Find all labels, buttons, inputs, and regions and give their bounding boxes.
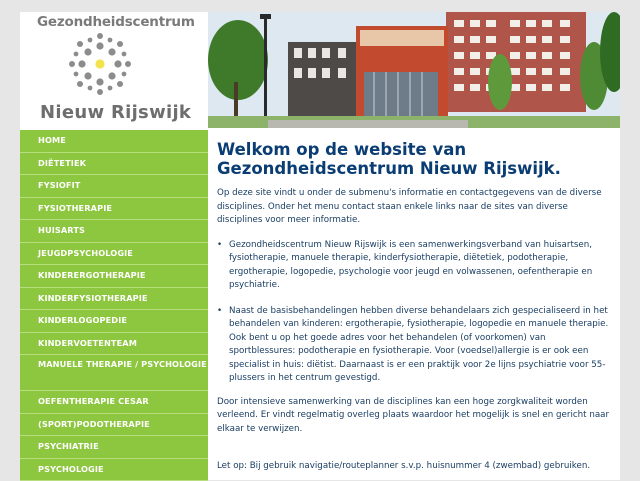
nav-item-psychiatrie[interactable]: PSYCHIATRIE [20, 436, 208, 459]
info-list [217, 239, 610, 386]
logo-text-top: Gezondheidscentrum [37, 14, 195, 30]
nav-item-sport-podotherapie[interactable]: (SPORT)PODOTHERAPIE [20, 414, 208, 437]
bullet-icon: • [217, 239, 222, 253]
closing-paragraph: Door intensieve samenwerking van de disciplines kan een hoge zorgkwaliteit worden verleend. Er vindt regelmatig overleg plaats waardoor het mogelijk is snel en gericht naar elkaar te verwijzen. [217, 396, 610, 437]
sidebar-nav [20, 130, 208, 480]
logo-text-bottom: Nieuw Rijswijk [40, 102, 191, 123]
nav-item-kindervoetenteam[interactable]: KINDERVOETENTEAM [20, 333, 208, 356]
list-item-text: Gezondheidscentrum Nieuw Rijswijk is een samenwerkingsverband van huisartsen, fysiotherapie, manuele therapie, kinderfysiotherapie, diëtetiek, podotherapie, ergotherapie, logopedie, psychologie voor jeugd en volwassenen, oefentherapie en psychiatrie. [229, 240, 592, 291]
bullet-icon: • [217, 305, 222, 319]
nav-item-dietetiek[interactable]: DIËTETIEK [20, 153, 208, 176]
logo[interactable] [20, 12, 208, 130]
page-container [20, 12, 620, 480]
building-photo [208, 12, 620, 128]
intro-paragraph: Op deze site vindt u onder de submenu's informatie en contactgegevens van de diverse disciplines. Onder het menu contact staan enkele links naar de sites van diverse disciplines voor meer informatie. [217, 187, 610, 228]
nav-item-kinderfysiotherapie[interactable]: KINDERFYSIOTHERAPIE [20, 288, 208, 311]
nav-item-huisarts[interactable]: HUISARTS [20, 220, 208, 243]
logo-flower-icon [68, 32, 132, 96]
main-content [217, 140, 610, 474]
nav-item-psychologie[interactable]: PSYCHOLOGIE [20, 459, 208, 481]
nav-item-jeugdpsychologie[interactable]: JEUGDPSYCHOLOGIE [20, 243, 208, 266]
nav-item-kinderergotherapie[interactable]: KINDERERGOTHERAPIE [20, 265, 208, 288]
nav-item-fysiotherapie[interactable]: FYSIOTHERAPIE [20, 198, 208, 221]
nav-item-oefentherapie-cesar[interactable]: OEFENTHERAPIE CESAR [20, 391, 208, 414]
nav-item-fysiofit[interactable]: FYSIOFIT [20, 175, 208, 198]
navigation-note: Let op: Bij gebruik navigatie/routeplanner s.v.p. huisnummer 4 (zwembad) gebruiken. [217, 460, 610, 474]
list-item [217, 239, 610, 293]
nav-item-manuele-therapie-psychologie[interactable]: MANUELE THERAPIE / PSYCHOLOGIE [20, 355, 208, 391]
nav-item-kinderlogopedie[interactable]: KINDERLOGOPEDIE [20, 310, 208, 333]
list-item-text: Naast de basisbehandelingen hebben diverse behandelaars zich gespecialiseerd in het behandelen van kinderen: ergotherapie, fysiotherapie, logopedie en manuele therapie. Ook bent u op het goede adres voor het behandelen (of voorkomen) van sportblessures: podotherapie en fysiotherapie. Voor (voedsel)allergie is er ook een specialist in huis: diëtist. Daarnaast is er een praktijk voor 2e lijns psychiatrie voor 55-plussers in het centrum gevestigd. [229, 306, 608, 384]
nav-item-home[interactable]: HOME [20, 130, 208, 153]
list-item [217, 305, 610, 386]
header-banner-photo [208, 12, 620, 128]
page-title: Welkom op de website van Gezondheidscentrum Nieuw Rijswijk. [217, 140, 610, 178]
